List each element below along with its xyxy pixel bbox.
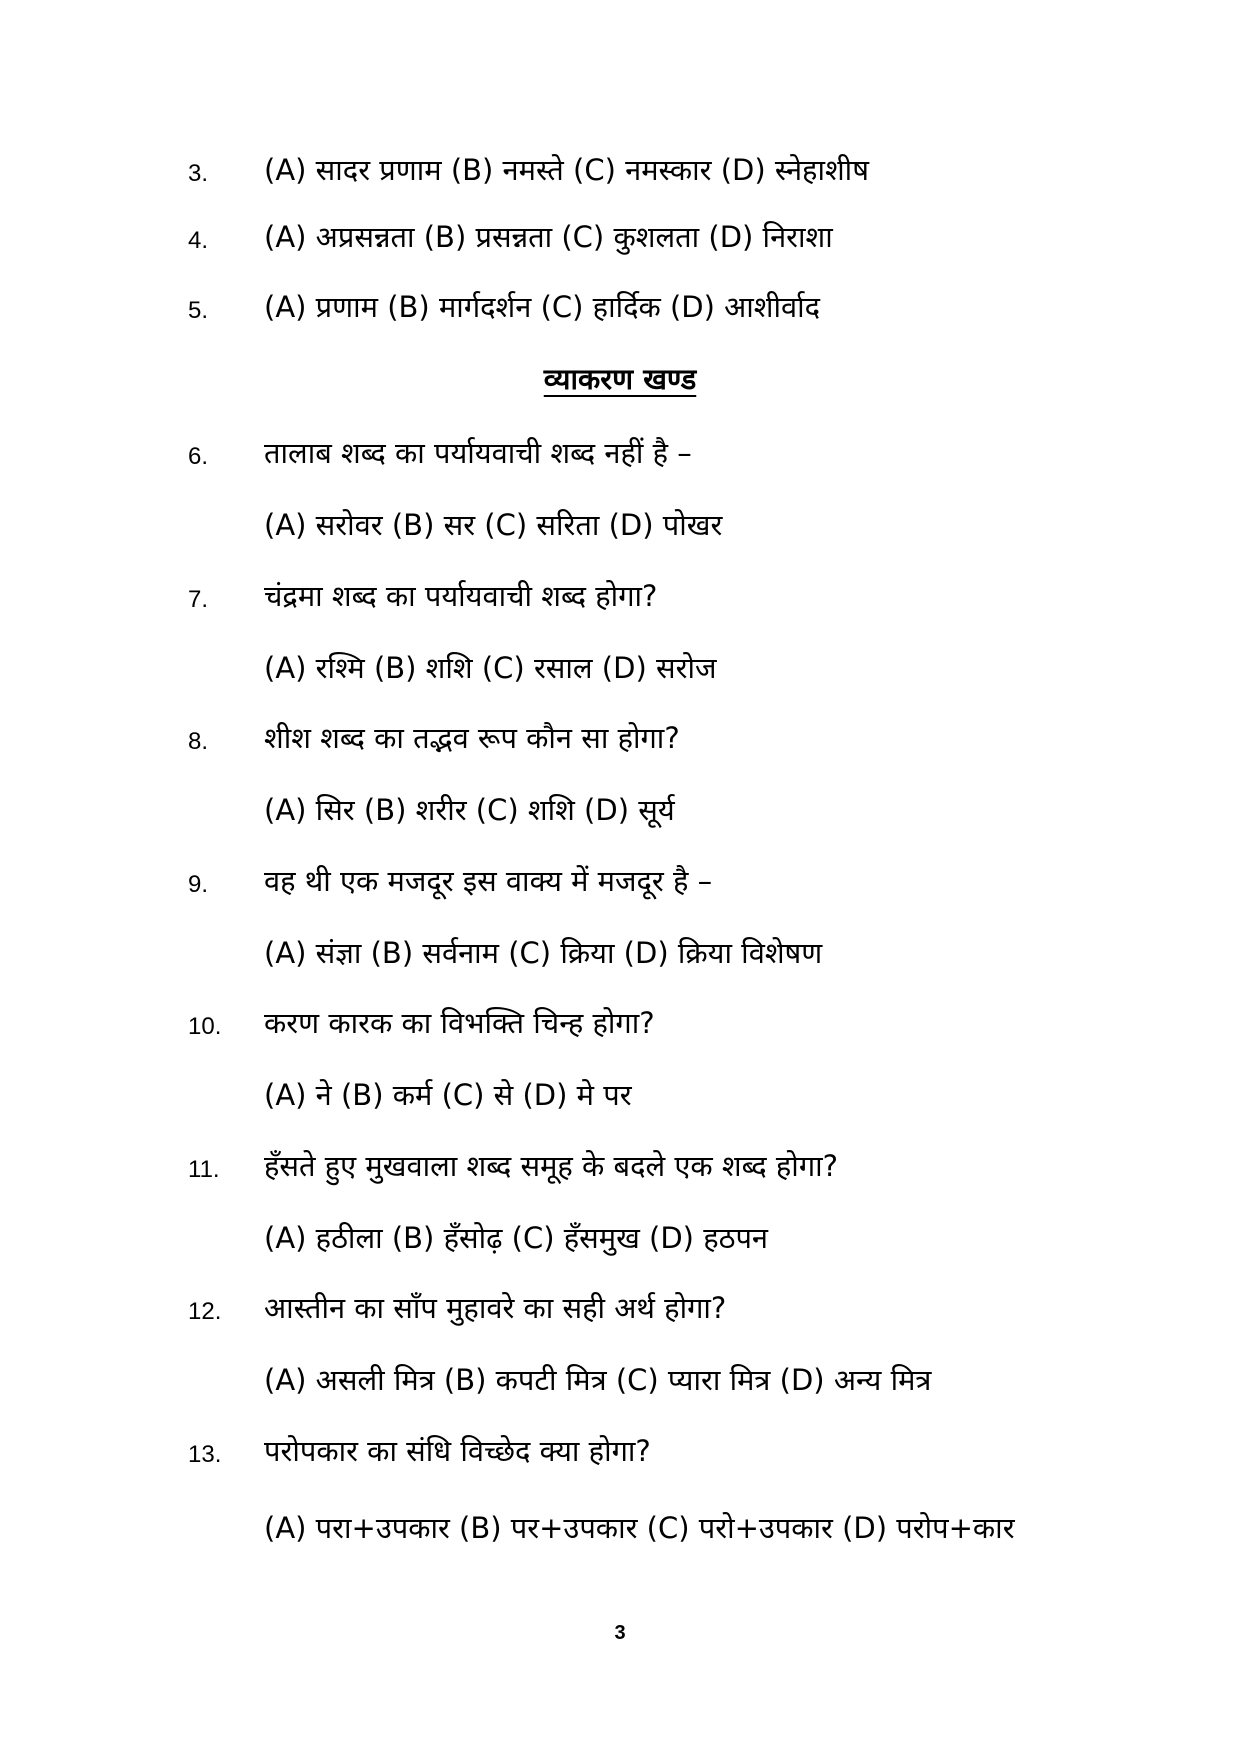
question-number: 4. [188, 227, 209, 254]
question-text: हँसते हुए मुखवाला शब्द समूह के बदले एक शब्द होगा? [264, 1149, 839, 1183]
question-text: आस्तीन का साँप मुहावरे का सही अर्थ होगा? [264, 1291, 727, 1325]
question-options: (A) अप्रसन्नता (B) प्रसन्नता (C) कुशलता (D) निराशा [264, 220, 833, 254]
question-options: (A) सादर प्रणाम (B) नमस्ते (C) नमस्कार (D) स्नेहाशीष [264, 153, 869, 187]
question-options: (A) संज्ञा (B) सर्वनाम (C) क्रिया (D) क्रिया विशेषण [264, 936, 823, 970]
question-options: (A) रश्मि (B) शशि (C) रसाल (D) सरोज [264, 651, 717, 685]
question-number: 6. [188, 443, 209, 470]
question-number: 8. [188, 728, 209, 755]
question-number: 5. [188, 297, 209, 324]
question-text: शीश शब्द का तद्भव रूप कौन सा होगा? [264, 721, 680, 755]
question-options: (A) हठीला (B) हँसोढ़ (C) हँसमुख (D) हठपन [264, 1221, 769, 1255]
question-options: (A) सरोवर (B) सर (C) सरिता (D) पोखर [264, 508, 723, 542]
question-text: वह थी एक मजदूर इस वाक्य में मजदूर है – [264, 864, 713, 898]
question-options: (A) ने (B) कर्म (C) से (D) मे पर [264, 1078, 632, 1112]
question-number: 10. [188, 1013, 222, 1040]
question-number: 12. [188, 1298, 222, 1325]
question-number: 11. [188, 1156, 220, 1183]
section-heading: व्याकरण खण्ड [543, 362, 697, 396]
question-number: 13. [188, 1441, 222, 1468]
question-number: 3. [188, 160, 209, 187]
question-text: करण कारक का विभक्ति चिन्ह होगा? [264, 1006, 655, 1040]
question-text: चंद्रमा शब्द का पर्यायवाची शब्द होगा? [264, 579, 658, 613]
question-number: 7. [188, 586, 209, 613]
question-options: (A) असली मित्र (B) कपटी मित्र (C) प्यारा मित्र (D) अन्य मित्र [264, 1363, 932, 1397]
question-options: (A) सिर (B) शरीर (C) शशि (D) सूर्य [264, 793, 675, 827]
question-options: (A) परा+उपकार (B) पर+उपकार (C) परो+उपकार (D) परोप+कार [264, 1511, 1015, 1545]
question-number: 9. [188, 871, 209, 898]
page-number: 3 [614, 1622, 626, 1644]
question-options: (A) प्रणाम (B) मार्गदर्शन (C) हार्दिक (D) आशीर्वाद [264, 290, 821, 324]
question-text: परोपकार का संधि विच्छेद क्या होगा? [264, 1434, 651, 1468]
question-text: तालाब शब्द का पर्यायवाची शब्द नहीं है – [264, 436, 692, 470]
